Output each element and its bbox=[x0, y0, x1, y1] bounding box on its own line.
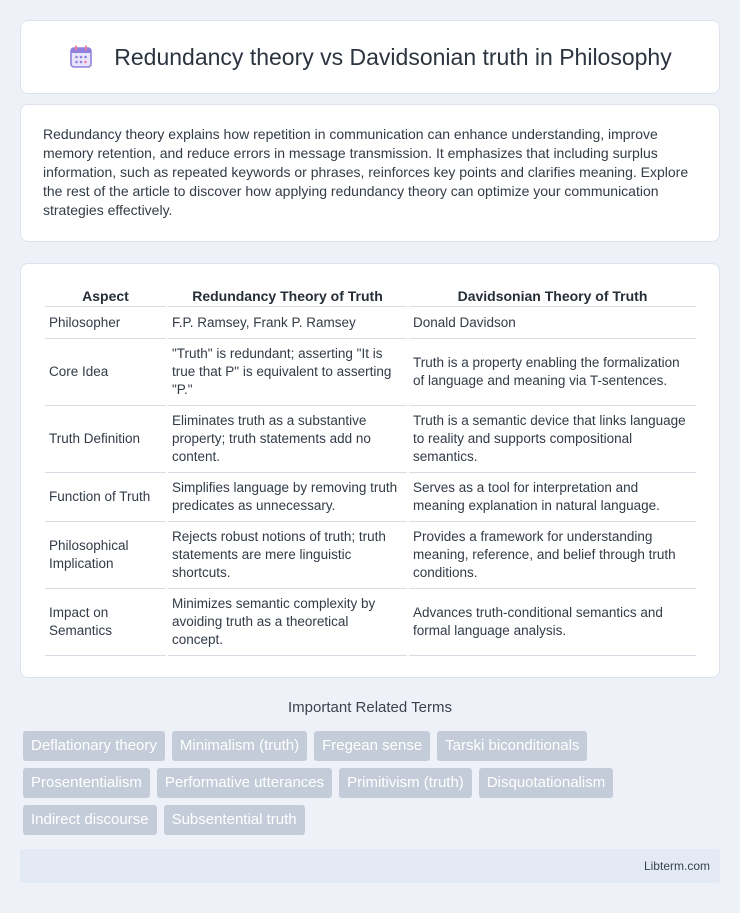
table-row bbox=[45, 522, 696, 589]
header-redundancy: Redundancy Theory of Truth bbox=[168, 284, 407, 307]
table-header-row bbox=[45, 284, 696, 307]
table-row bbox=[45, 406, 696, 473]
row-aspect: Philosopher bbox=[45, 307, 166, 339]
page-title: Redundancy theory vs Davidsonian truth in Philosophy bbox=[114, 43, 672, 70]
table-row bbox=[45, 473, 696, 522]
related-term-tag[interactable]: Minimalism (truth) bbox=[172, 731, 307, 761]
row-redundancy: Eliminates truth as a substantive property; truth statements add no content. bbox=[168, 406, 407, 473]
related-term-tag[interactable]: Disquotationalism bbox=[479, 768, 613, 798]
related-term-tag[interactable]: Subsentential truth bbox=[164, 805, 305, 835]
row-davidsonian: Truth is a semantic device that links language to reality and supports compositional semantics. bbox=[409, 406, 696, 473]
row-aspect: Truth Definition bbox=[45, 406, 166, 473]
row-redundancy: Simplifies language by removing truth predicates as unnecessary. bbox=[168, 473, 407, 522]
related-term-tag[interactable]: Primitivism (truth) bbox=[339, 768, 472, 798]
row-redundancy: F.P. Ramsey, Frank P. Ramsey bbox=[168, 307, 407, 339]
intro-text: Redundancy theory explains how repetition in communication can enhance understanding, improve memory retention, and reduce errors in message transmission. It emphasizes that including surplus information, such as repeated keywords or phrases, reinforces key points and clarifies meaning. Explore the rest of the article to discover how applying redundancy theory can optimize your communication strategies effectively. bbox=[43, 126, 689, 218]
row-davidsonian: Serves as a tool for interpretation and meaning explanation in natural language. bbox=[409, 473, 696, 522]
comparison-card bbox=[20, 263, 720, 678]
header-davidsonian: Davidsonian Theory of Truth bbox=[409, 284, 696, 307]
related-terms-title: Important Related Terms bbox=[288, 699, 452, 716]
table-row bbox=[45, 589, 696, 656]
header-aspect: Aspect bbox=[45, 284, 166, 307]
related-term-tag[interactable]: Prosententialism bbox=[23, 768, 150, 798]
row-redundancy: "Truth" is redundant; asserting "It is true that P" is equivalent to asserting "P." bbox=[168, 339, 407, 406]
footer-brand-link[interactable]: Libterm.com bbox=[643, 859, 710, 873]
row-aspect: Philosophical Implication bbox=[45, 522, 166, 589]
related-term-tag[interactable]: Performative utterances bbox=[157, 768, 332, 798]
intro-card bbox=[20, 104, 720, 242]
table-row bbox=[45, 307, 696, 339]
row-aspect: Impact on Semantics bbox=[45, 589, 166, 656]
related-term-tag[interactable]: Indirect discourse bbox=[23, 805, 157, 835]
row-davidsonian: Donald Davidson bbox=[409, 307, 696, 339]
row-redundancy: Rejects robust notions of truth; truth statements are mere linguistic shortcuts. bbox=[168, 522, 407, 589]
row-davidsonian: Truth is a property enabling the formalization of language and meaning via T-sentences. bbox=[409, 339, 696, 406]
calendar-grid-icon bbox=[68, 44, 94, 70]
related-terms-list bbox=[23, 731, 723, 842]
row-davidsonian: Provides a framework for understanding meaning, reference, and belief through truth conditions. bbox=[409, 522, 696, 589]
table-row bbox=[45, 339, 696, 406]
row-aspect: Core Idea bbox=[45, 339, 166, 406]
footer bbox=[20, 849, 720, 883]
related-term-tag[interactable]: Tarski biconditionals bbox=[437, 731, 587, 761]
row-redundancy: Minimizes semantic complexity by avoiding truth as a theoretical concept. bbox=[168, 589, 407, 656]
row-davidsonian: Advances truth-conditional semantics and formal language analysis. bbox=[409, 589, 696, 656]
page-header bbox=[20, 20, 720, 94]
row-aspect: Function of Truth bbox=[45, 473, 166, 522]
related-term-tag[interactable]: Deflationary theory bbox=[23, 731, 165, 761]
related-term-tag[interactable]: Fregean sense bbox=[314, 731, 430, 761]
comparison-table bbox=[43, 284, 698, 656]
